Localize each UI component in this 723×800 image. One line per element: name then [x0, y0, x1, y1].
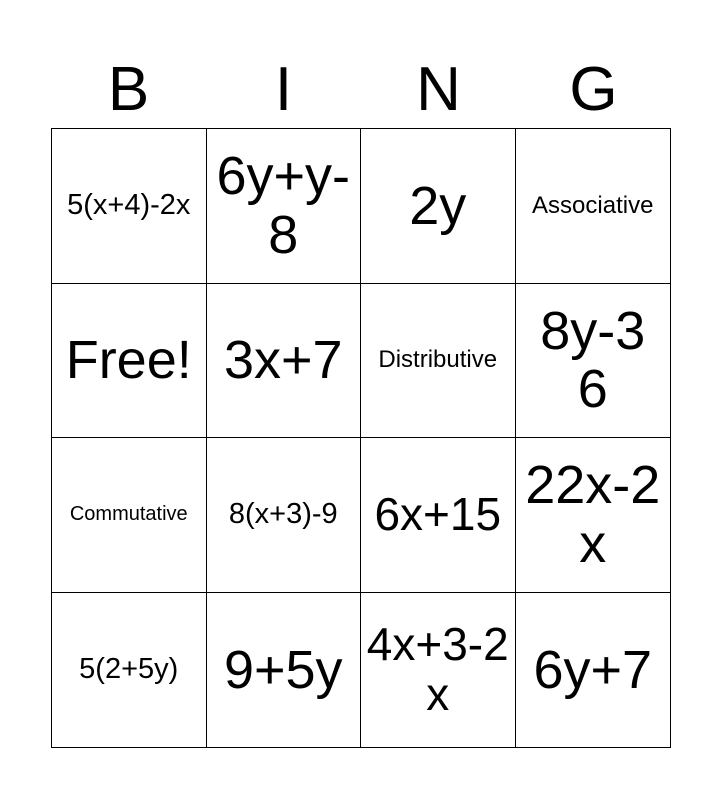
bingo-cell-r2c1[interactable]: Free! [52, 284, 207, 439]
bingo-cell-r4c2[interactable]: 9+5y [207, 593, 362, 748]
bingo-cell-r2c2[interactable]: 3x+7 [207, 284, 362, 439]
bingo-header [51, 52, 671, 128]
header-letter-g: G [569, 55, 618, 124]
bingo-cell-r4c1[interactable]: 5(2+5y) [52, 593, 207, 748]
header-letter-i: I [274, 55, 293, 124]
bingo-cell-r3c1[interactable]: Commutative [52, 438, 207, 593]
bingo-cell-r1c3[interactable]: 2y [361, 129, 516, 284]
bingo-cell-r2c3[interactable]: Distributive [361, 284, 516, 439]
bingo-cell-r3c2[interactable]: 8(x+3)-9 [207, 438, 362, 593]
bingo-cell-r4c3[interactable]: 4x+3-2x [361, 593, 516, 748]
bingo-cell-r3c3[interactable]: 6x+15 [361, 438, 516, 593]
bingo-cell-r4c4[interactable]: 6y+7 [533, 639, 653, 700]
header-letter-b: B [107, 55, 150, 124]
bingo-cell-r1c4[interactable]: Associative [516, 129, 671, 284]
bingo-board [51, 128, 671, 748]
header-letter-n: N [416, 55, 461, 124]
bingo-cell-r1c1[interactable]: 5(x+4)-2x [52, 129, 207, 284]
bingo-cell-r2c4[interactable]: 8y-36 [516, 284, 671, 439]
bingo-cell-r3c4[interactable]: 22x-2x [516, 438, 671, 593]
bingo-cell-r1c2[interactable]: 6y+y-8 [207, 129, 362, 284]
